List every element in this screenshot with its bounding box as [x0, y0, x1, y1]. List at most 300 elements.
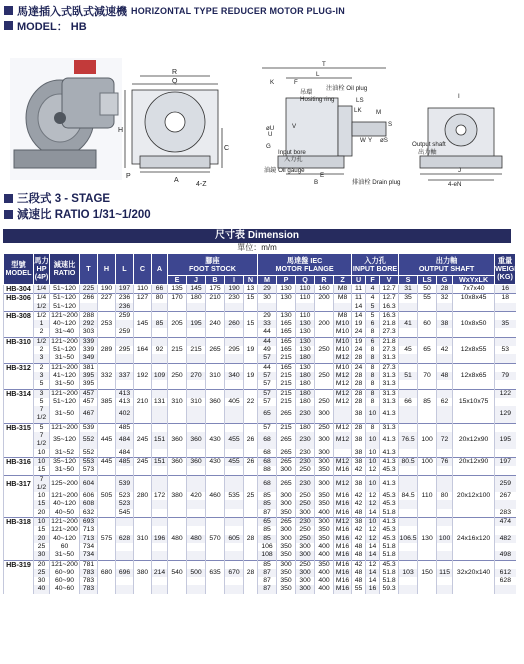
table-cell: 38	[437, 320, 453, 328]
table-row	[4, 328, 516, 337]
table-cell: 35	[399, 294, 418, 303]
table-cell: 41.3	[380, 406, 399, 423]
table-cell: 605	[225, 535, 244, 543]
table-cell: 15	[244, 294, 258, 303]
table-cell: M16	[334, 500, 352, 508]
svg-text:Output shaft: Output shaft	[412, 141, 446, 148]
table-cell: 230	[296, 449, 315, 458]
table-cell: 265	[277, 457, 296, 466]
table-cell	[206, 449, 225, 458]
table-cell: 400	[315, 551, 334, 560]
table-cell	[399, 406, 418, 423]
table-row	[4, 449, 516, 458]
model-cell	[4, 432, 34, 449]
model-cell	[4, 372, 34, 380]
table-cell: 130	[296, 328, 315, 337]
col-L: L	[116, 254, 134, 285]
table-cell: 31.3	[380, 423, 399, 432]
table-cell: 8	[366, 389, 380, 398]
table-cell	[244, 303, 258, 312]
model-cell: HB-312	[4, 363, 34, 372]
table-cell: 250	[315, 398, 334, 406]
table-cell	[134, 509, 152, 518]
table-cell: 38	[352, 518, 366, 527]
table-cell: 380	[168, 492, 187, 500]
table-cell: 215	[277, 354, 296, 363]
table-cell: 240	[206, 320, 225, 328]
model-cell	[4, 535, 34, 543]
table-cell: 40~60	[50, 585, 80, 593]
table-cell	[244, 466, 258, 475]
table-cell: 540	[168, 569, 187, 577]
table-cell: 539	[116, 475, 134, 492]
table-cell	[418, 337, 437, 346]
table-cell	[225, 328, 244, 337]
table-cell	[98, 509, 116, 518]
table-cell: 20	[34, 509, 50, 518]
table-cell	[437, 577, 453, 585]
table-cell: 44	[258, 328, 277, 337]
svg-text:H: H	[118, 127, 124, 134]
table-cell: 210	[134, 398, 152, 406]
table-cell	[495, 354, 516, 363]
table-cell	[437, 475, 453, 492]
table-cell: 10	[34, 457, 50, 466]
table-cell: M16	[334, 466, 352, 475]
table-cell: 85	[258, 560, 277, 569]
table-cell: 245	[134, 457, 152, 466]
table-cell	[187, 354, 206, 363]
table-row	[4, 560, 516, 569]
table-cell: 8	[366, 423, 380, 432]
table-cell: 85	[258, 526, 277, 534]
table-cell	[116, 585, 134, 593]
table-cell	[98, 543, 116, 551]
col-F: F	[366, 276, 380, 285]
table-row	[4, 294, 516, 303]
table-cell: M10	[334, 337, 352, 346]
table-cell: 6	[366, 337, 380, 346]
table-cell	[134, 363, 152, 372]
table-cell: 70	[418, 372, 437, 380]
table-cell	[134, 389, 152, 398]
table-cell: M16	[334, 543, 352, 551]
table-cell: 230	[296, 457, 315, 466]
table-cell	[453, 551, 495, 560]
table-cell: 16	[495, 285, 516, 294]
table-cell: 12	[366, 526, 380, 534]
table-cell: 300	[296, 509, 315, 518]
table-cell	[418, 577, 437, 585]
table-cell: 350	[315, 560, 334, 569]
table-cell	[98, 354, 116, 363]
table-cell	[244, 363, 258, 372]
table-row	[4, 500, 516, 508]
table-cell: 339	[80, 346, 98, 354]
table-cell	[116, 518, 134, 527]
table-cell: 215	[168, 346, 187, 354]
table-cell: 57	[258, 380, 277, 389]
table-cell: 60~90	[50, 569, 80, 577]
table-cell	[187, 449, 206, 458]
group-input-bore: 入力孔 INPUT BORE	[352, 254, 399, 276]
table-cell	[98, 500, 116, 508]
bullet-square-icon	[4, 194, 13, 203]
table-cell: 12.7	[380, 285, 399, 294]
model-cell	[4, 466, 34, 475]
table-cell: 100	[437, 535, 453, 543]
model-cell	[4, 406, 34, 423]
table-cell: 31.3	[380, 380, 399, 389]
table-cell: 12x8x55	[453, 346, 495, 354]
table-cell	[244, 354, 258, 363]
table-cell: 18	[495, 294, 516, 303]
table-cell: 360	[168, 457, 187, 466]
table-cell: 455	[225, 432, 244, 449]
table-cell: 87	[258, 577, 277, 585]
table-cell	[453, 466, 495, 475]
table-cell: 165	[277, 328, 296, 337]
table-cell	[418, 518, 437, 527]
table-cell	[187, 551, 206, 560]
table-cell: 265	[277, 518, 296, 527]
table-cell: 28	[437, 285, 453, 294]
table-cell	[453, 311, 495, 320]
table-cell: 573	[80, 466, 98, 475]
table-cell: 57	[258, 372, 277, 380]
table-cell: 10	[366, 432, 380, 449]
table-cell: 339	[80, 337, 98, 346]
table-cell: 420	[187, 492, 206, 500]
table-cell: 10	[34, 449, 50, 458]
table-cell	[244, 518, 258, 527]
table-title-band: 尺寸表 Dimension	[3, 229, 511, 243]
table-cell: 26	[244, 432, 258, 449]
table-cell	[134, 354, 152, 363]
table-cell	[98, 423, 116, 432]
table-cell: 10x8x45	[453, 294, 495, 303]
svg-text:出力軸: 出力軸	[418, 149, 437, 156]
table-cell: 230	[296, 475, 315, 492]
table-cell: 236	[116, 303, 134, 312]
table-cell: 45.3	[380, 560, 399, 569]
table-cell: 42	[352, 560, 366, 569]
table-cell	[225, 354, 244, 363]
table-cell	[206, 303, 225, 312]
table-cell: 350	[277, 569, 296, 577]
table-cell: 30	[34, 551, 50, 560]
table-cell	[453, 526, 495, 534]
table-cell: 230	[225, 294, 244, 303]
table-cell: 51~120	[50, 285, 80, 294]
table-cell: 196	[152, 535, 168, 543]
table-cell: 42	[352, 466, 366, 475]
table-cell: 227	[98, 294, 116, 303]
table-cell: 300	[277, 526, 296, 534]
table-cell: M8	[334, 294, 352, 303]
table-cell: M16	[334, 577, 352, 585]
table-cell: 280	[134, 492, 152, 500]
table-cell: 51~120	[50, 294, 80, 303]
table-cell	[187, 526, 206, 534]
table-cell	[418, 509, 437, 518]
table-cell	[437, 311, 453, 320]
table-cell: 130	[277, 311, 296, 320]
table-cell	[453, 500, 495, 508]
table-cell: 53	[495, 346, 516, 354]
table-cell	[134, 337, 152, 346]
table-cell: 7 1/2	[34, 475, 50, 492]
table-cell: 51.8	[380, 543, 399, 551]
table-cell	[418, 423, 437, 432]
table-cell	[244, 380, 258, 389]
table-cell: 28	[352, 354, 366, 363]
table-cell	[98, 311, 116, 320]
table-cell	[152, 500, 168, 508]
table-cell	[152, 509, 168, 518]
table-cell: 35~120	[50, 432, 80, 449]
table-cell	[134, 449, 152, 458]
table-cell	[453, 585, 495, 593]
table-cell	[152, 311, 168, 320]
table-cell: 25	[34, 569, 50, 577]
table-cell: 250	[168, 372, 187, 380]
table-cell: 350	[315, 526, 334, 534]
table-cell: 8	[366, 372, 380, 380]
table-cell: 22	[244, 398, 258, 406]
table-cell	[187, 585, 206, 593]
table-cell	[399, 328, 418, 337]
table-cell	[418, 328, 437, 337]
table-cell: 402	[116, 406, 134, 423]
table-cell	[244, 423, 258, 432]
table-cell: 295	[225, 346, 244, 354]
table-cell: 80	[437, 492, 453, 500]
svg-text:油鏡 Oil gauge: 油鏡 Oil gauge	[264, 167, 305, 174]
table-cell: 400	[315, 543, 334, 551]
table-cell: 1/2	[34, 337, 50, 346]
table-cell	[134, 303, 152, 312]
col-G: G	[437, 276, 453, 285]
table-cell	[134, 500, 152, 508]
table-cell: 445	[98, 432, 116, 449]
table-cell: 14	[352, 303, 366, 312]
table-cell: 80.5	[399, 457, 418, 466]
table-cell: 19	[244, 346, 258, 354]
svg-text:Q: Q	[172, 78, 178, 85]
table-cell: 165	[277, 363, 296, 372]
table-cell	[152, 423, 168, 432]
table-cell: 85	[152, 320, 168, 328]
table-cell	[187, 509, 206, 518]
table-row	[4, 543, 516, 551]
table-cell: 300	[296, 543, 315, 551]
table-cell: 110	[296, 311, 315, 320]
table-cell	[225, 311, 244, 320]
col-weight: 重量 WEIGHT (KG)	[495, 254, 516, 285]
table-cell: 215	[277, 380, 296, 389]
table-cell: 6	[366, 320, 380, 328]
table-cell: 41.3	[380, 457, 399, 466]
table-cell	[418, 380, 437, 389]
table-cell	[453, 423, 495, 432]
table-cell: M12	[334, 457, 352, 466]
table-cell	[453, 389, 495, 398]
table-cell: 190	[225, 285, 244, 294]
table-cell: 13	[244, 285, 258, 294]
col-model: 型號 MODEL	[4, 254, 34, 285]
table-cell: 413	[116, 398, 134, 406]
table-cell: 57	[258, 354, 277, 363]
table-cell: 250	[315, 423, 334, 432]
table-cell	[495, 337, 516, 346]
table-cell: 131	[152, 398, 168, 406]
table-cell	[244, 500, 258, 508]
table-row	[4, 492, 516, 500]
table-cell	[225, 475, 244, 492]
table-cell	[134, 380, 152, 389]
table-cell: M12	[334, 475, 352, 492]
table-cell: 259	[116, 328, 134, 337]
table-cell	[244, 311, 258, 320]
svg-text:G: G	[266, 143, 271, 150]
table-cell: 130	[277, 285, 296, 294]
table-cell: 32	[437, 294, 453, 303]
table-cell: 41~120	[50, 372, 80, 380]
table-cell	[437, 337, 453, 346]
table-cell: 570	[206, 535, 225, 543]
table-cell: 385	[98, 398, 116, 406]
table-cell	[134, 560, 152, 569]
table-cell	[206, 526, 225, 534]
table-cell: 21.8	[380, 320, 399, 328]
table-cell	[168, 509, 187, 518]
table-cell: 300	[315, 457, 334, 466]
col-P: P	[277, 276, 296, 285]
table-cell: 28	[244, 569, 258, 577]
table-cell	[168, 363, 187, 372]
table-cell	[437, 500, 453, 508]
table-cell	[225, 509, 244, 518]
table-cell: 460	[206, 492, 225, 500]
table-cell: 693	[80, 518, 98, 527]
table-cell: 51.8	[380, 569, 399, 577]
model-cell: HB-314	[4, 389, 34, 398]
table-cell: 12	[366, 560, 380, 569]
table-cell: 670	[225, 569, 244, 577]
table-cell	[206, 328, 225, 337]
table-cell	[152, 328, 168, 337]
table-cell	[168, 577, 187, 585]
table-cell: 300	[277, 560, 296, 569]
table-cell: 24x16x120	[453, 535, 495, 543]
table-cell: 57	[258, 423, 277, 432]
table-cell	[399, 466, 418, 475]
table-cell: 5	[34, 423, 50, 432]
table-cell	[80, 303, 98, 312]
table-cell: 31~50	[50, 354, 80, 363]
table-cell: 88	[258, 466, 277, 475]
table-cell: 32x20x140	[453, 569, 495, 577]
model-cell	[4, 328, 34, 337]
svg-text:Hositing ring: Hositing ring	[300, 96, 335, 103]
table-cell	[399, 311, 418, 320]
table-header-row-1	[4, 254, 516, 276]
table-cell: 10	[366, 449, 380, 458]
table-cell: 42	[352, 492, 366, 500]
table-row	[4, 303, 516, 312]
table-cell: 5	[366, 303, 380, 312]
table-cell: 115	[437, 569, 453, 577]
table-cell	[206, 551, 225, 560]
table-cell: 130	[296, 320, 315, 328]
table-cell	[134, 475, 152, 492]
bullet-square-icon	[4, 6, 13, 15]
table-row	[4, 569, 516, 577]
table-cell	[168, 354, 187, 363]
table-cell: 79	[495, 372, 516, 380]
table-cell: 65	[258, 406, 277, 423]
table-cell: M8	[334, 311, 352, 320]
model-cell	[4, 398, 34, 406]
table-cell: 60~90	[50, 577, 80, 585]
table-cell	[244, 337, 258, 346]
table-cell	[399, 380, 418, 389]
svg-text:注油栓 Oil plug: 注油栓 Oil plug	[326, 85, 368, 92]
table-cell	[453, 543, 495, 551]
table-cell	[399, 500, 418, 508]
table-cell	[437, 543, 453, 551]
table-cell: 20x12x100	[453, 492, 495, 500]
table-cell: 2	[34, 346, 50, 354]
table-cell: 457	[80, 389, 98, 398]
table-cell	[168, 423, 187, 432]
table-cell: 42	[437, 346, 453, 354]
table-cell: 31.3	[380, 354, 399, 363]
table-cell: 5	[34, 380, 50, 389]
table-cell: 8	[366, 363, 380, 372]
table-cell	[418, 500, 437, 508]
title-line	[4, 3, 510, 18]
table-cell: 151	[152, 432, 168, 449]
table-cell: 25	[244, 492, 258, 500]
table-cell: 68	[258, 432, 277, 449]
table-cell	[152, 449, 168, 458]
table-cell: 523	[116, 492, 134, 500]
table-cell	[296, 303, 315, 312]
table-cell: 1/2	[34, 303, 50, 312]
table-cell: 33	[258, 320, 277, 328]
table-cell: 19	[352, 320, 366, 328]
technical-drawing	[0, 38, 514, 188]
table-cell: 300	[315, 518, 334, 527]
table-cell: 265	[206, 346, 225, 354]
table-cell	[225, 526, 244, 534]
table-cell: 350	[277, 543, 296, 551]
table-cell: 87	[258, 585, 277, 593]
model-cell	[4, 354, 34, 363]
model-cell	[4, 320, 34, 328]
table-cell	[225, 363, 244, 372]
table-cell: 300	[277, 466, 296, 475]
table-cell	[495, 328, 516, 337]
table-cell: 38	[352, 475, 366, 492]
table-cell	[187, 577, 206, 585]
table-cell	[168, 406, 187, 423]
table-body	[4, 285, 516, 594]
table-cell: 197	[116, 285, 134, 294]
table-cell: 110	[134, 285, 152, 294]
